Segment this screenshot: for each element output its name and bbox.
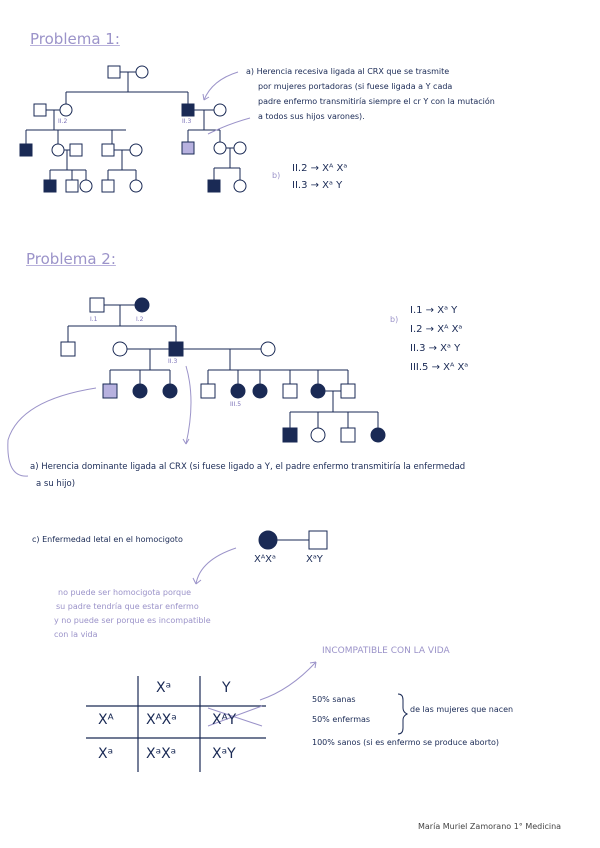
p1-III4-male [102, 144, 114, 156]
result-line: 100% sanos (si es enfermo se produce aborto) [312, 738, 500, 747]
p2-c-note-line: y no puede ser porque es incompatible [54, 616, 211, 625]
p1-II1-male [34, 104, 46, 116]
p1-III7-female [214, 142, 226, 154]
p1-III1-male-affected [20, 144, 32, 156]
punnett-cell: XᴬXᵃ [146, 712, 177, 728]
p1-III2-female [52, 144, 64, 156]
p1-IV3-female [80, 180, 92, 192]
p2-III8-female-affected [311, 384, 325, 398]
p1-IV2-male [66, 180, 78, 192]
brace-note: de las mujeres que nacen [410, 705, 514, 714]
punnett-cell: XᵃY [212, 746, 236, 762]
punnett-cell-crossed: XᴬY [212, 712, 237, 728]
p1-b-line: II.3 → Xᵃ Y [292, 180, 343, 191]
p2c-female-affected [259, 531, 277, 549]
p2-III4-male [201, 384, 215, 398]
p2-gen-label: I.1 [90, 316, 98, 323]
p1-IV1-male-affected [44, 180, 56, 192]
p2-c-geno-left: XᴬXᵃ [254, 554, 276, 565]
p1-IV6-male-affected [208, 180, 220, 192]
punnett-header: Y [222, 680, 231, 696]
p2-II1-male [61, 342, 75, 356]
p1-a-line: por mujeres portadoras (si fuese ligada a Y cada [258, 82, 453, 91]
problem-1-title: Problema 1: [30, 30, 120, 48]
p2-III7-male [283, 384, 297, 398]
punnett-row-header: Xᴬ [98, 712, 114, 728]
p2-III3-female-affected [163, 384, 177, 398]
p2-c-note-line: su padre tendría que estar enfermo [56, 602, 199, 611]
p1-a-line: a) Herencia recesiva ligada al CRX que se trasmite [246, 67, 450, 76]
p2-III6-female-affected [253, 384, 267, 398]
pedigree-1 [20, 66, 250, 192]
p1-a-line: padre enfermo transmitiría siempre el cr Y con la mutación [258, 97, 495, 106]
p2-gen-label: II.3 [168, 358, 178, 365]
p2-III9-male [341, 384, 355, 398]
p2-b-line: II.3 → Xᵃ Y [410, 343, 461, 354]
p2-II3-male-affected [169, 342, 183, 356]
p2-b-line: I.1 → Xᵃ Y [410, 305, 458, 316]
p1-IV4-male [102, 180, 114, 192]
p1-I2-female [136, 66, 148, 78]
p2-c-note-line: con la vida [54, 630, 98, 639]
p2-II4-female [261, 342, 275, 356]
p1-II4-female [214, 104, 226, 116]
p1-III8-female [234, 142, 246, 154]
p2-II2-female [113, 342, 127, 356]
p1-III5-female [130, 144, 142, 156]
p1-II3-male-affected [182, 104, 194, 116]
p2-b-line: I.2 → Xᴬ Xᵃ [410, 324, 463, 335]
p2-gen-label: I.2 [136, 316, 144, 323]
p2-c-note-line: no puede ser homocigota porque [58, 588, 192, 597]
p2-a-line: a su hijo) [36, 479, 76, 489]
p2-III5-female-affected [231, 384, 245, 398]
p2-III2-female-affected [133, 384, 147, 398]
punnett-cell: XᵃXᵃ [146, 746, 177, 762]
p1-I1-male [108, 66, 120, 78]
p2-b-line: III.5 → Xᴬ Xᵃ [410, 362, 469, 373]
punnett-row-header: Xᵃ [98, 746, 114, 762]
p1-gen-label: II.2 [58, 118, 68, 125]
p1-II2-female [60, 104, 72, 116]
p1-b-line: II.2 → Xᴬ Xᵃ [292, 163, 348, 174]
p2-I2-female-affected [135, 298, 149, 312]
p1-b-label: b) [272, 171, 281, 180]
p2c-male [309, 531, 327, 549]
p2-IV4-female-affected [371, 428, 385, 442]
p1-gen-label: II.3 [182, 118, 192, 125]
pedigree-2 [8, 298, 385, 476]
punnett-header: Xᵃ [156, 680, 172, 696]
incompatible-label: INCOMPATIBLE CON LA VIDA [322, 646, 450, 656]
p2-IV2-female [311, 428, 325, 442]
p2-I1-male [90, 298, 104, 312]
p1-III6-male-carrier [182, 142, 194, 154]
p2-IV3-male [341, 428, 355, 442]
p1-a-line: a todos sus hijos varones). [258, 112, 365, 121]
result-line: 50% enfermas [312, 715, 371, 724]
footer-author: María Muriel Zamorano 1° Medicina [418, 822, 562, 831]
p2-III1-male-carrier [103, 384, 117, 398]
p2-c-label: c) Enfermedad letal en el homocigoto [32, 535, 183, 544]
result-line: 50% sanas [312, 695, 356, 704]
p2-c-geno-right: XᵃY [306, 554, 323, 565]
p2-gen-label: III.5 [230, 401, 242, 408]
p2-IV1-male-affected [283, 428, 297, 442]
p1-III3-male [70, 144, 82, 156]
p1-IV7-female [234, 180, 246, 192]
problem-2-title: Problema 2: [26, 250, 116, 268]
p2-a-line: a) Herencia dominante ligada al CRX (si fuese ligado a Y, el padre enfermo transmitiría la enfermedad [30, 462, 466, 472]
p1-IV5-female [130, 180, 142, 192]
p2-b-label: b) [390, 315, 399, 324]
